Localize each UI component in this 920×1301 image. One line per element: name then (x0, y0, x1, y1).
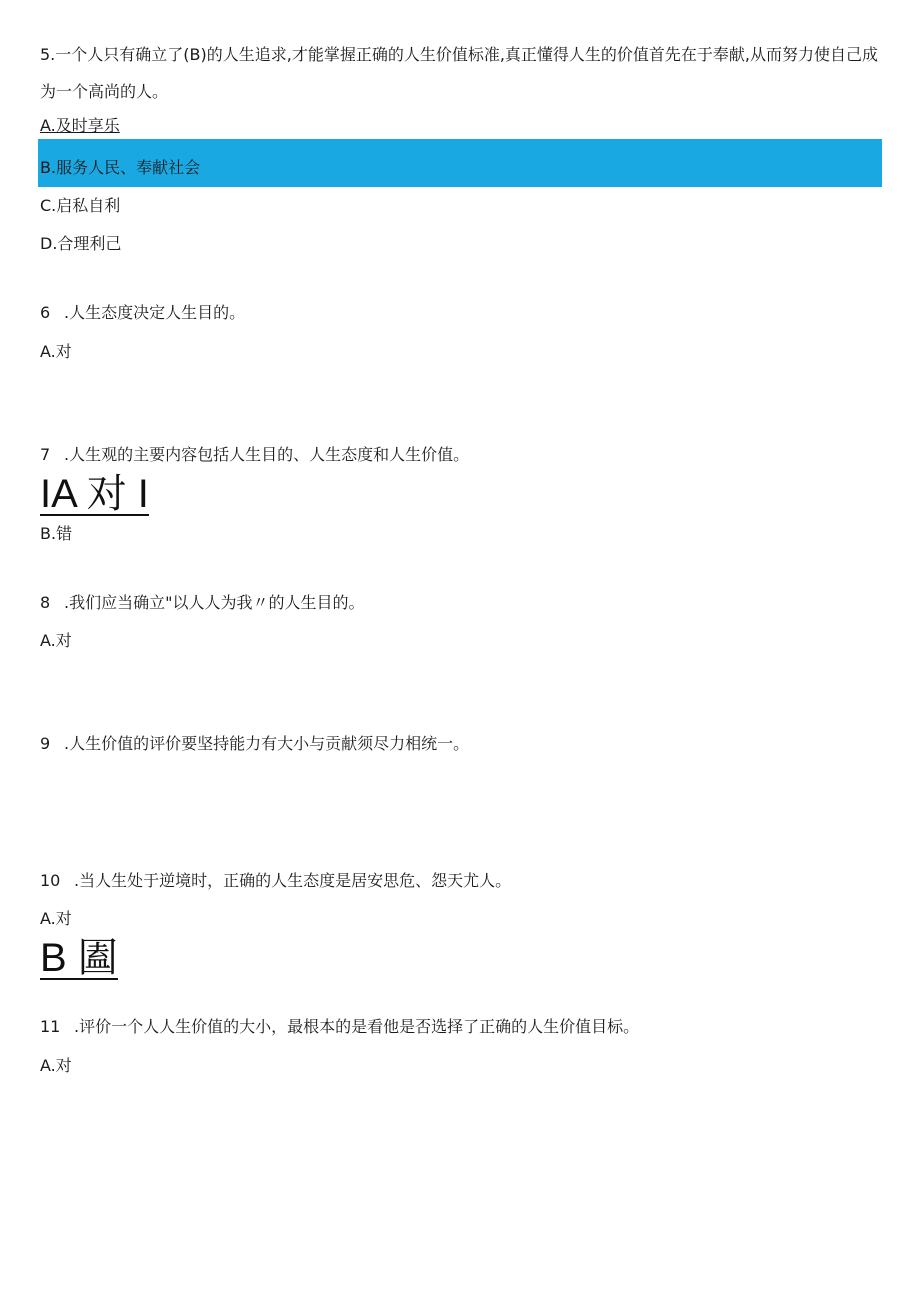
question-10-number: 10 (40, 871, 61, 890)
question-10 (40, 870, 511, 892)
q5-option-a[interactable]: A.及时享乐 (40, 116, 120, 135)
question-8 (40, 592, 364, 614)
q5-option-d[interactable]: D.合理利己 (40, 234, 122, 253)
question-9-text: .人生价值的评价要坚持能力有大小与贡献须尽力相统一。 (64, 734, 470, 753)
question-6-number: 6 (40, 303, 51, 322)
question-8-number: 8 (40, 593, 51, 612)
question-11-number: 11 (40, 1017, 61, 1036)
question-7 (40, 444, 469, 466)
question-6 (40, 302, 245, 324)
q7-option-a[interactable]: IA 对 I (40, 472, 149, 516)
question-8-text: .我们应当确立"以人人为我〃的人生目的。 (64, 593, 365, 612)
q5-option-c[interactable]: C.启私自利 (40, 196, 121, 215)
q11-option-a[interactable]: A.对 (40, 1056, 72, 1075)
q5-option-b[interactable]: B.服务人民、奉献社会 (40, 158, 201, 177)
q6-option-a[interactable]: A.对 (40, 342, 72, 361)
question-9-number: 9 (40, 734, 51, 753)
question-9 (40, 733, 469, 755)
question-11 (40, 1016, 639, 1038)
q10-option-b[interactable]: B 圔 (40, 936, 118, 980)
question-10-text: .当人生处于逆境时，正确的人生态度是居安思危、怨天尤人。 (74, 871, 512, 890)
question-5-text: 5.一个人只有确立了(B)的人生追求,才能掌握正确的人生价值标准,真正懂得人生的价值首先在于奉献,从而努力使自己成为一个高尚的人。 (40, 45, 878, 101)
q8-option-a[interactable]: A.对 (40, 631, 72, 650)
question-6-text: .人生态度决定人生目的。 (64, 303, 246, 322)
question-11-text: .评价一个人人生价值的大小，最根本的是看他是否选择了正确的人生价值目标。 (74, 1017, 640, 1036)
question-7-text: .人生观的主要内容包括人生目的、人生态度和人生价值。 (64, 445, 470, 464)
q10-option-a[interactable]: A.对 (40, 909, 72, 928)
q7-option-b[interactable]: B.错 (40, 524, 73, 543)
question-7-number: 7 (40, 445, 51, 464)
